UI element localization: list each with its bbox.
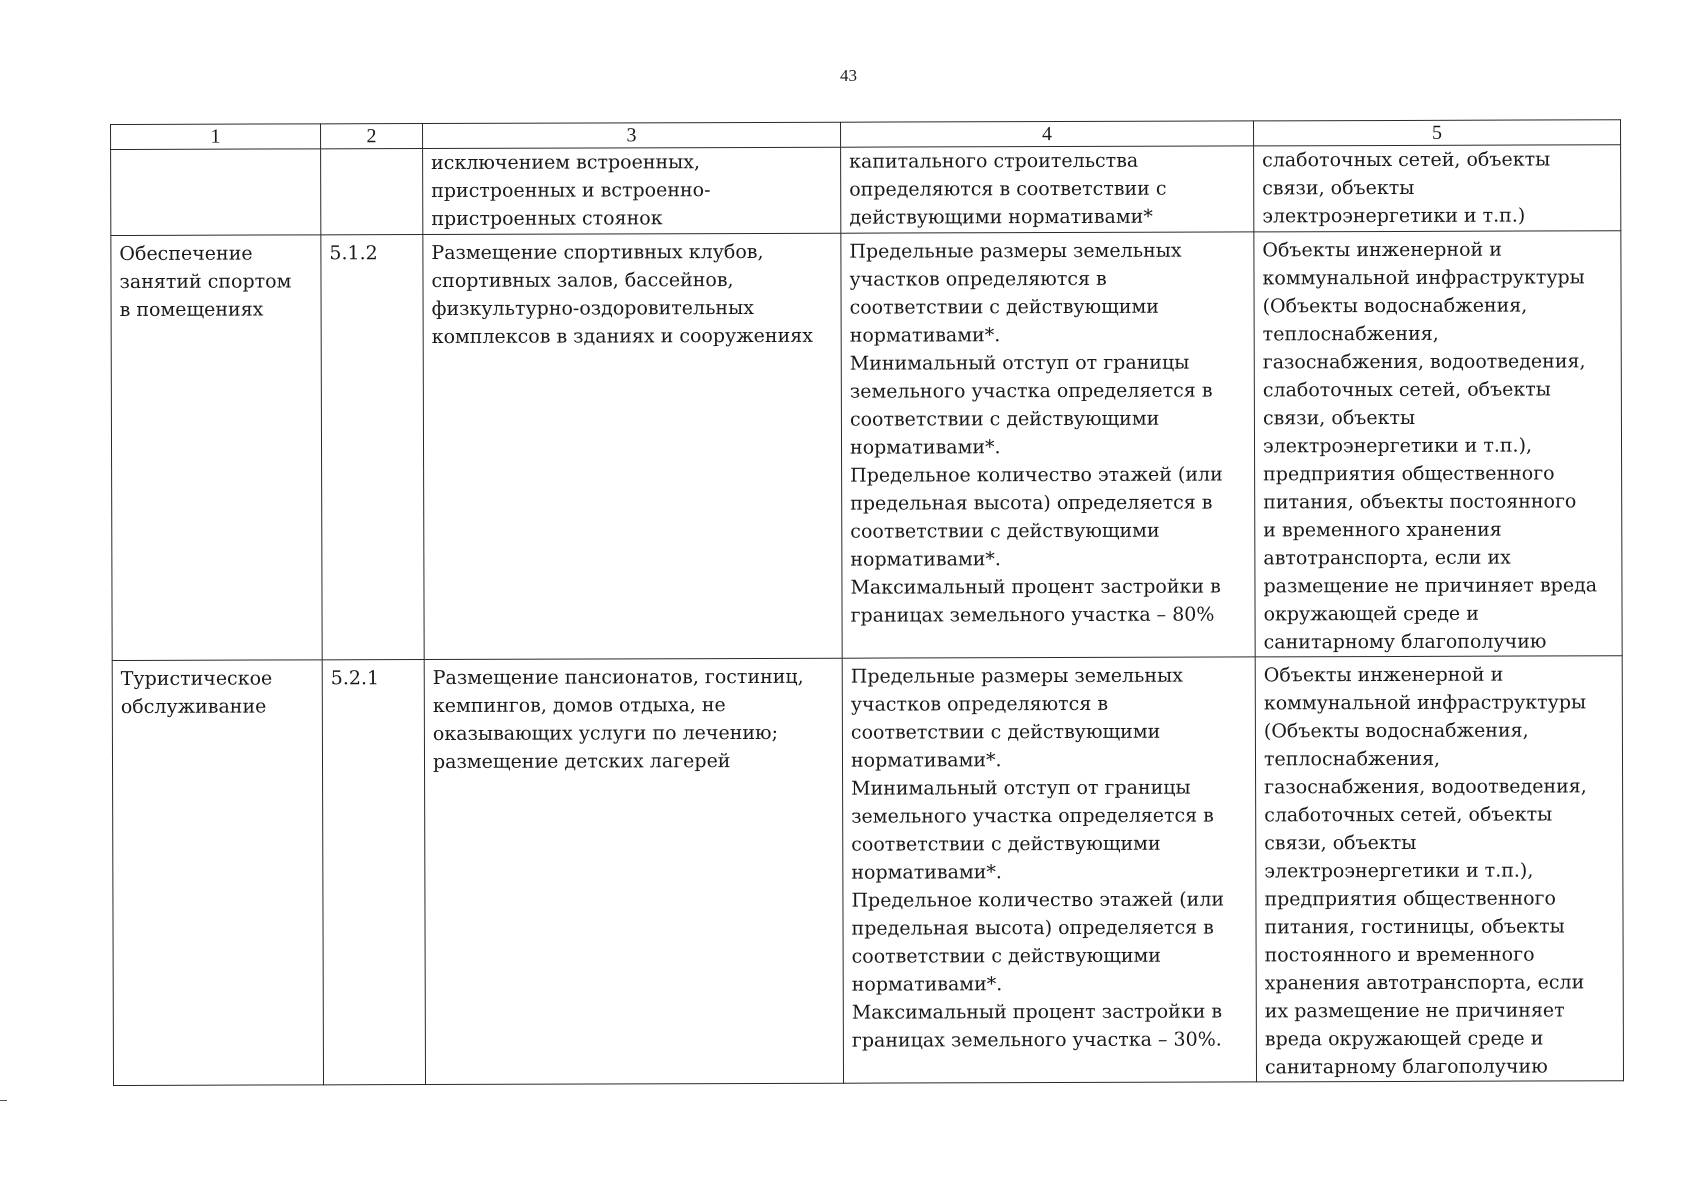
cell-code [321, 235, 424, 660]
cell-text: капитального строительства определяются в соответствии с действующими нормативами* [849, 149, 1167, 229]
cell-description [424, 658, 843, 1084]
cell-code [321, 149, 423, 235]
cell-text: слаботочных сетей, объекты связи, объекты электроэнергетики и т.п.) [1262, 148, 1551, 228]
cell-parameters [841, 232, 1255, 658]
cell-text [119, 149, 312, 150]
cell-text: Предельные размеры земельных участков определяются в соответствии с действующими нормативами*. Минимальный отступ от границы земельного участка определяется в соответствии с действующими нормативами*. Предельное количество этажей (или предельная высота) определяется в соответствии с действующими нормативами*. Максимальный процент застройки в границах земельного участка – 30%. [850, 664, 1225, 1052]
column-header-3: 3 [423, 122, 841, 148]
cell-text: исключением встроенных, пристроенных и встроенно- пристроенных стоянок [431, 151, 711, 230]
cell-auxiliary-uses [1254, 231, 1622, 657]
column-header-4: 4 [840, 121, 1253, 147]
column-header-5: 5 [1253, 120, 1620, 146]
cell-description [423, 233, 842, 659]
cell-text: Предельные размеры земельных участков определяются в соответствии с действующими нормативами*. Минимальный отступ от границы земельного участка определяется в соответствии с действующими нормативами*. Предельное количество этажей (или предельная высота) определяется в соответствии с действующими нормативами*. Максимальный процент застройки в границах земельного участка – 80% [849, 239, 1223, 627]
cell-use-name [112, 660, 323, 1086]
cell-code [322, 660, 425, 1085]
margin-mark [0, 1100, 7, 1101]
table-row [111, 145, 1621, 236]
page-number: 43 [840, 66, 857, 85]
column-header-1: 1 [111, 124, 321, 150]
cell-text: Обеспечение занятий спортом в помещениях [119, 242, 292, 321]
cell-text: Размещение пансионатов, гостиниц, кемпингов, домов отдыха, не оказывающих услуги по лечению; размещение детских лагерей [432, 665, 804, 773]
cell-use-name [111, 235, 322, 661]
table-row [112, 656, 1623, 1086]
cell-text: Туристическое обслуживание [120, 667, 273, 718]
cell-text: Объекты инженерной и коммунальной инфраструктуры (Объекты водоснабжения, теплоснабжения, газоснабжения, водоотведения, слаботочных сетей, объекты связи, объекты электроэнергетики и т.п.), предприятия общественного питания, объекты постоянного и временного хранения автотранспорта, если их размещение не причиняет вреда окружающей среде и санитарному благополучию [1262, 238, 1598, 654]
cell-use-name [111, 149, 321, 236]
cell-text: 5.1.2 [329, 242, 378, 265]
table-row [111, 231, 1622, 661]
regulations-table [110, 119, 1624, 1086]
cell-text: Объекты инженерной и коммунальной инфраструктуры (Объекты водоснабжения, теплоснабжения, газоснабжения, водоотведения, слаботочных сетей, объекты связи, объекты электроэнергетики и т.п.), предприятия общественного питания, гостиницы, объекты постоянного и временного хранения автотранспорта, если их размещение не причиняет вреда окружающей среде и санитарному благополучию [1263, 663, 1587, 1079]
cell-auxiliary-uses [1254, 145, 1621, 232]
cell-text: 5.2.1 [330, 667, 380, 690]
cell-text: Размещение спортивных клубов, спортивных залов, бассейнов, физкультурно-оздоровительных комплексов в зданиях и сооружениях [431, 240, 813, 348]
cell-auxiliary-uses [1255, 656, 1623, 1082]
cell-parameters [842, 657, 1256, 1083]
cell-description [423, 147, 841, 234]
column-header-2: 2 [321, 124, 423, 149]
cell-parameters [841, 146, 1254, 233]
